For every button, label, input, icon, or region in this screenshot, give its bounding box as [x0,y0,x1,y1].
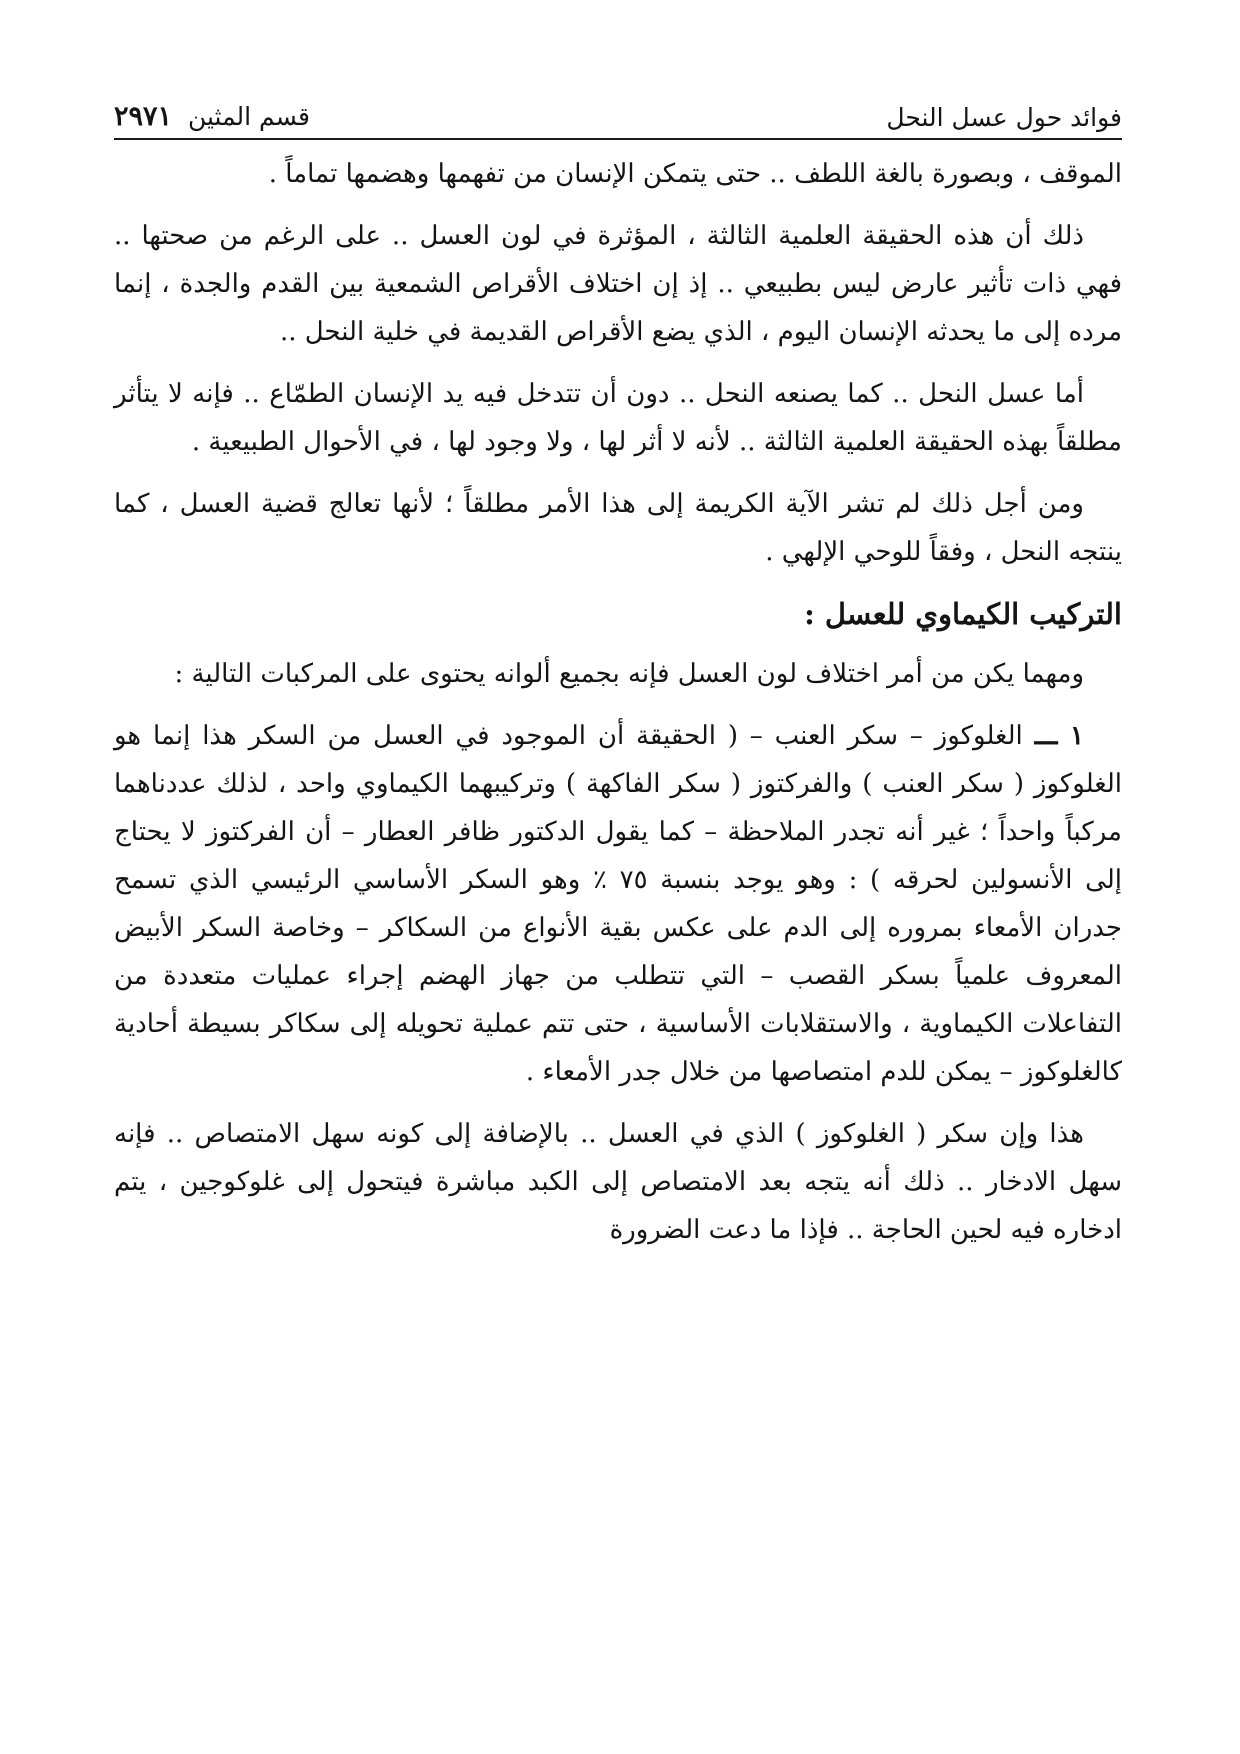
paragraph: ومهما يكن من أمر اختلاف لون العسل فإنه بجميع ألوانه يحتوى على المركبات التالية : [174,659,1084,689]
item-number: ١ ـــ [1034,721,1085,751]
item-text: الغلوكوز – سكر العنب – ( الحقيقة أن الموجود في العسل من السكر هذا إنما هو الغلوكوز ( سكر العنب ) والفركتوز ( سكر الفاكهة ) وتركيبهما الكيماوي واحد ، لذلك عددناهما مركباً واحداً ؛ غير أنه تجدر الملاحظة – كما يقول الدكتور ظافر العطار – أن الفركتوز لا يحتاج إلى الأنسولين لحرقه ) : وهو يوجد بنسبة ٧٥ ٪ وهو السكر الأساسي الرئيسي الذي تسمح جدران الأمعاء بمروره إلى الدم على عكس بقية الأنواع من السكاكر – وخاصة السكر الأبيض المعروف علمياً بسكر القصب – التي تتطلب من جهاز الهضم إجراء عمليات متعددة من التفاعلات الكيماوية ، والاستقلابات الأساسية ، حتى تتم عملية تحويله إلى سكاكر بسيطة أحادية كالغلوكوز – يمكن للدم امتصاصها من خلال جدر الأمعاء . [114,721,1122,1087]
paragraph-continued: الموقف ، وبصورة بالغة اللطف .. حتى يتمكن الإنسان من تفهمها وهضمها تماماً . [268,159,1122,189]
page-reference [114,101,310,138]
list-item [114,712,1122,1096]
paragraph: أما عسل النحل .. كما يصنعه النحل .. دون أن تتدخل فيه يد الإنسان الطمّاع .. فإنه لا يتأثر مطلقاً بهذه الحقيقة العلمية الثالثة .. لأنه لا أثر لها ، ولا وجود لها ، في الأحوال الطبيعية . [114,379,1122,457]
paragraph: هذا وإن سكر ( الغلوكوز ) الذي في العسل .. بالإضافة إلى كونه سهل الامتصاص .. فإنه سهل الادخار .. ذلك أنه يتجه بعد الامتصاص إلى الكبد مباشرة فيتحول إلى غلوكوجين ، يتم ادخاره فيه لحين الحاجة .. فإذا ما دعت الضرورة [114,1119,1122,1245]
running-title: فوائد حول عسل النحل [886,103,1122,132]
section-heading: التركيب الكيماوي للعسل : [804,597,1122,631]
paragraph: ومن أجل ذلك لم تشر الآية الكريمة إلى هذا الأمر مطلقاً ؛ لأنها تعالج قضية العسل ، كما ينتجه النحل ، وفقاً للوحي الإلهي . [114,489,1122,567]
page-body [114,150,1122,1268]
section-name: قسم المثين [187,102,310,131]
paragraph: ذلك أن هذه الحقيقة العلمية الثالثة ، المؤثرة في لون العسل .. على الرغم من صحتها .. فهي ذات تأثير عارض ليس بطبيعي .. إذ إن اختلاف الأقراص الشمعية بين القدم والجدة ، إنما مرده إلى ما يحدثه الإنسان اليوم ، الذي يضع الأقراص القديمة في خلية النحل .. [114,221,1122,347]
page-number: ٢٩٧١ [114,101,173,132]
page-header [114,86,1122,140]
